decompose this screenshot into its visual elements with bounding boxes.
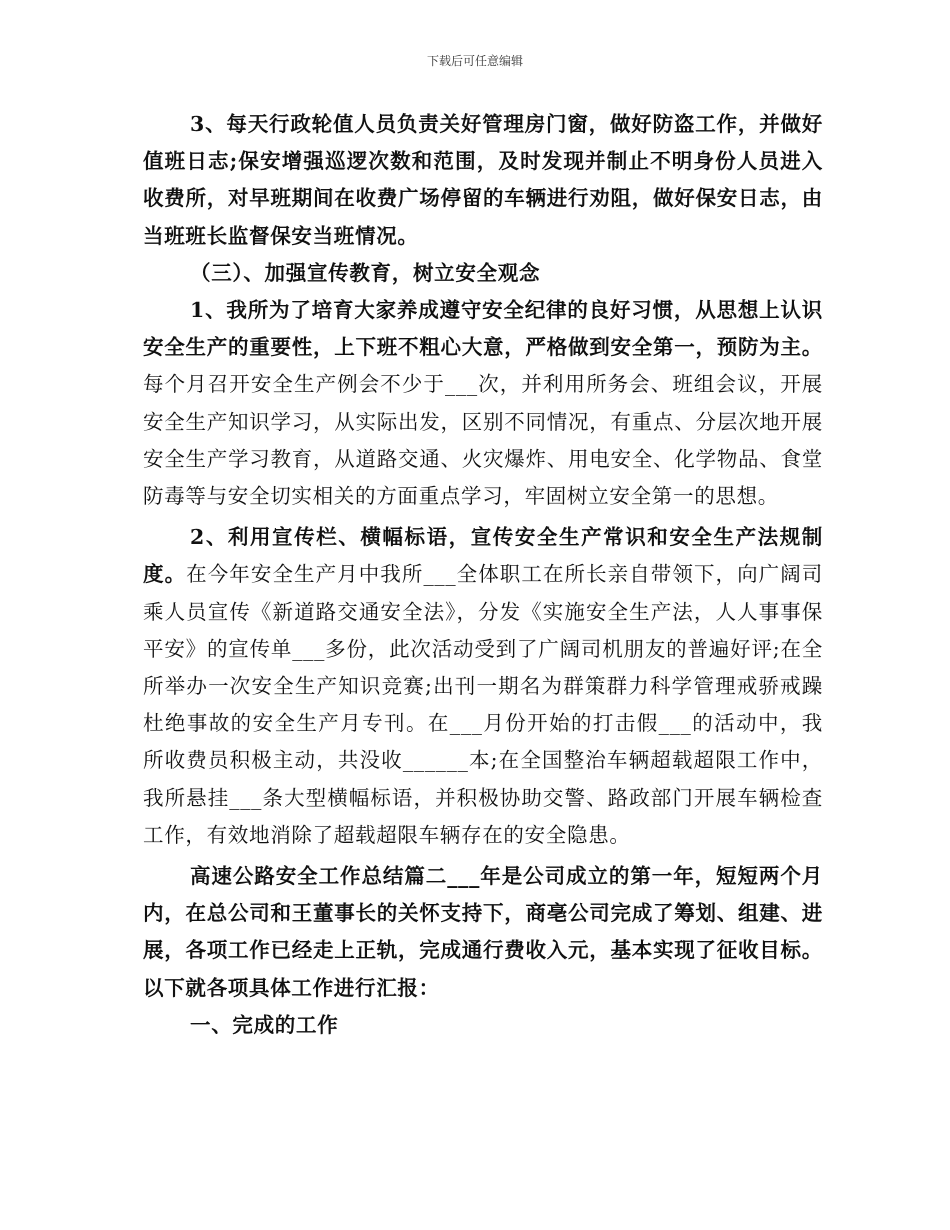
section-heading-text: 一、完成的工作 [190, 1012, 339, 1037]
paragraph-bold-text: 2、利用宣传栏、横幅标语，宣传安全生产常识和安全生产法规制度。 [143, 525, 823, 587]
paragraph-bold-text: 3、每天行政轮值人员负责关好管理房门窗，做好防盗工作，并做好值班日志;保安增强巡逻次数和范围，及时发现并制止不明身份人员进入收费所，对早班期间在收费广场停留的车辆进行劝阻，做好保安日志，由当班班长监督保安当班情况。 [143, 112, 823, 248]
section-heading-completed-work [143, 1007, 823, 1044]
paragraph-summary-part-2 [143, 858, 823, 1007]
paragraph-bold-text: 高速公路安全工作总结篇二___年是公司成立的第一年，短短两个月内，在总公司和王董事长的关怀支持下，商亳公司完成了筹划、组建、进展，各项工作已经走上正轨，完成通行费收入元，基本实现了征收目标。以下就各项具体工作进行汇报： [143, 864, 823, 1000]
paragraph-item-2 [143, 519, 823, 854]
section-heading-text: （三）、加强宣传教育，树立安全观念 [190, 260, 541, 285]
paragraph-body-text: 每个月召开安全生产例会不少于___次，并利用所务会、班组会议，开展安全生产知识学习，从实际出发，区别不同情况，有重点、分层次地开展安全生产学习教育，从道路交通、火灾爆炸、用电安全、化学物品、食堂防毒等与安全切实相关的方面重点学习，牢固树立安全第一的思想。 [143, 372, 823, 509]
page-header: 下载后可任意编辑 [426, 54, 523, 68]
section-heading-3 [143, 255, 823, 292]
paragraph-bold-text: 1、我所为了培育大家养成遵守安全纪律的良好习惯，从思想上认识安全生产的重要性，上下班不粗心大意，严格做到安全第一，预防为主。 [143, 298, 823, 360]
paragraph-item-1 [143, 292, 823, 515]
paragraph-body-text: 在今年安全生产月中我所___全体职工在所长亲自带领下，向广阔司乘人员宣传《新道路交通安全法》，分发《实施安全生产法，人人事事保平安》的宣传单___多份，此次活动受到了广阔司机朋友的普遍好评;在全所举办一次安全生产知识竞赛;出刊一期名为群策群力科学管理戒骄戒躁杜绝事故的安全生产月专刊。在___月份开始的打击假___的活动中，我所收费员积极主动，共没收______本;在全国整治车辆超载超限工作中，我所悬挂___条大型横幅标语，并积极协助交警、路政部门开展车辆检查工作，有效地消除了超载超限车辆存在的安全隐患。 [143, 562, 824, 847]
paragraph-item-3 [143, 106, 823, 255]
document-body [143, 106, 823, 1044]
